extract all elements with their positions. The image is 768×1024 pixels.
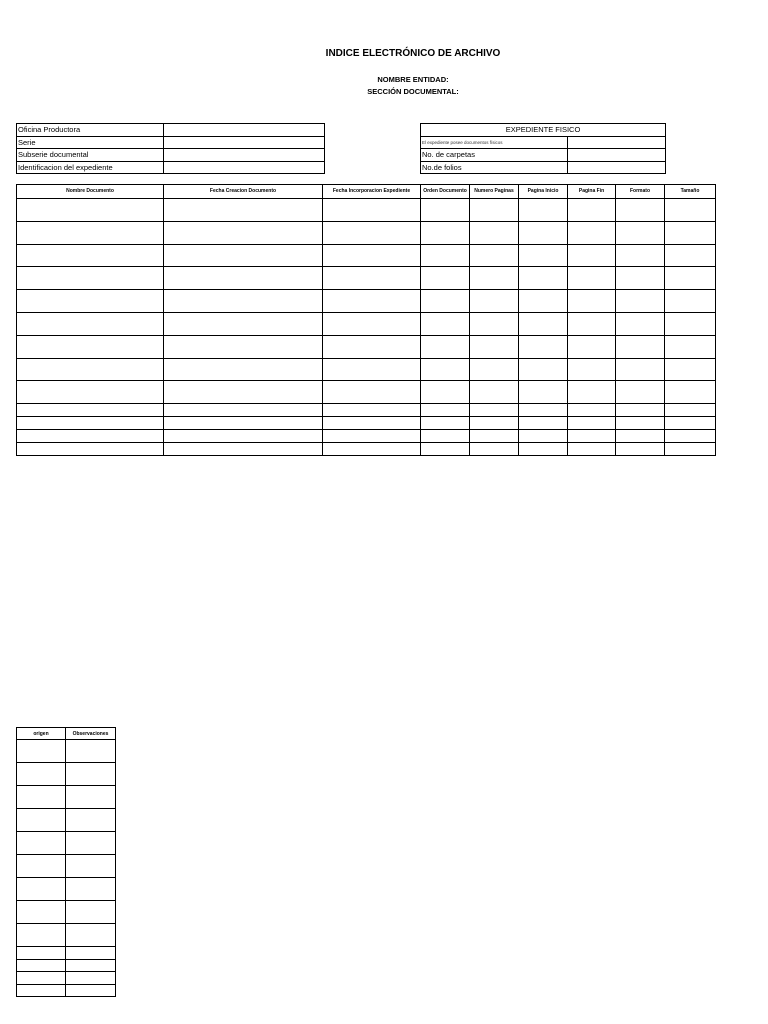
table-cell[interactable] — [616, 221, 665, 244]
table-cell[interactable] — [568, 358, 616, 381]
table-cell[interactable] — [164, 381, 323, 404]
table-row — [17, 878, 116, 901]
table-row — [17, 984, 116, 997]
table-cell[interactable] — [17, 404, 164, 417]
table-cell[interactable] — [17, 984, 66, 997]
table-cell[interactable] — [421, 358, 470, 381]
table-cell[interactable] — [164, 221, 323, 244]
table-cell[interactable] — [421, 312, 470, 335]
table-cell[interactable] — [519, 290, 568, 313]
table-cell[interactable] — [665, 199, 716, 222]
table-row — [17, 417, 716, 430]
table-cell[interactable] — [66, 901, 116, 924]
table-cell[interactable] — [470, 381, 519, 404]
table-cell[interactable] — [323, 443, 421, 456]
table-cell[interactable] — [470, 221, 519, 244]
table-cell[interactable] — [323, 430, 421, 443]
table-cell[interactable] — [66, 878, 116, 901]
table-cell[interactable] — [616, 443, 665, 456]
table-cell[interactable] — [616, 267, 665, 290]
table-cell[interactable] — [519, 312, 568, 335]
table-cell[interactable] — [421, 221, 470, 244]
table-row — [17, 267, 716, 290]
table-cell[interactable] — [66, 947, 116, 960]
table-cell[interactable] — [616, 381, 665, 404]
info-row-series — [17, 136, 325, 149]
table-cell[interactable] — [323, 335, 421, 358]
table-row — [17, 924, 116, 947]
table-cell[interactable] — [616, 430, 665, 443]
table-cell[interactable] — [66, 984, 116, 997]
table-cell[interactable] — [568, 430, 616, 443]
table-cell[interactable] — [665, 335, 716, 358]
table-cell[interactable] — [568, 404, 616, 417]
table-cell[interactable] — [323, 199, 421, 222]
physical-file-heading: EXPEDIENTE FISICO — [421, 124, 666, 137]
table-cell[interactable] — [323, 244, 421, 267]
table-cell[interactable] — [421, 244, 470, 267]
table-cell[interactable] — [568, 221, 616, 244]
table-cell[interactable] — [17, 901, 66, 924]
table-cell[interactable] — [665, 381, 716, 404]
table-cell[interactable] — [616, 244, 665, 267]
table-cell[interactable] — [665, 267, 716, 290]
table-cell[interactable] — [164, 404, 323, 417]
column-header: Fecha Incorporacion Expediente — [323, 185, 421, 199]
table-cell[interactable] — [17, 832, 66, 855]
table-cell[interactable] — [17, 221, 164, 244]
table-cell[interactable] — [519, 358, 568, 381]
table-cell[interactable] — [17, 740, 66, 763]
table-cell[interactable] — [17, 959, 66, 972]
table-row — [17, 740, 116, 763]
table-cell[interactable] — [421, 404, 470, 417]
physical-file-table — [420, 123, 666, 174]
table-cell[interactable] — [470, 443, 519, 456]
table-cell[interactable] — [66, 972, 116, 985]
table-cell[interactable] — [323, 267, 421, 290]
table-cell[interactable] — [164, 290, 323, 313]
table-cell[interactable] — [616, 358, 665, 381]
info-label: No. de carpetas — [421, 149, 568, 162]
table-cell[interactable] — [568, 312, 616, 335]
table-cell[interactable] — [616, 417, 665, 430]
table-cell[interactable] — [568, 244, 616, 267]
table-cell[interactable] — [519, 430, 568, 443]
info-value-cell[interactable] — [164, 161, 325, 174]
table-cell[interactable] — [323, 381, 421, 404]
table-cell[interactable] — [519, 221, 568, 244]
table-cell[interactable] — [470, 312, 519, 335]
table-cell[interactable] — [17, 430, 164, 443]
table-row — [17, 443, 716, 456]
table-cell[interactable] — [519, 199, 568, 222]
table-cell[interactable] — [665, 443, 716, 456]
table-cell[interactable] — [323, 312, 421, 335]
table-cell[interactable] — [616, 404, 665, 417]
document-index-table — [16, 184, 716, 456]
info-label: Oficina Productora — [17, 124, 164, 137]
table-cell[interactable] — [519, 443, 568, 456]
table-cell[interactable] — [17, 878, 66, 901]
table-cell[interactable] — [665, 358, 716, 381]
table-cell[interactable] — [665, 404, 716, 417]
table-cell[interactable] — [17, 855, 66, 878]
table-cell[interactable] — [17, 417, 164, 430]
table-cell[interactable] — [568, 443, 616, 456]
table-cell[interactable] — [323, 221, 421, 244]
table-cell[interactable] — [519, 417, 568, 430]
table-cell[interactable] — [470, 417, 519, 430]
column-header: Pagina Inicio — [519, 185, 568, 199]
table-row — [17, 855, 116, 878]
table-cell[interactable] — [519, 335, 568, 358]
table-cell[interactable] — [164, 443, 323, 456]
table-cell[interactable] — [519, 381, 568, 404]
table-cell[interactable] — [568, 417, 616, 430]
table-cell[interactable] — [616, 199, 665, 222]
info-row-has-physical — [421, 136, 666, 149]
column-header: Tamaño — [665, 185, 716, 199]
table-cell[interactable] — [17, 199, 164, 222]
table-cell[interactable] — [665, 430, 716, 443]
info-label: Identificacion del expediente — [17, 161, 164, 174]
info-label: El expediente posee documentos físicos — [421, 136, 568, 149]
table-cell[interactable] — [470, 267, 519, 290]
table-cell[interactable] — [17, 381, 164, 404]
table-cell[interactable] — [17, 786, 66, 809]
table-cell[interactable] — [470, 290, 519, 313]
info-label: Serie — [17, 136, 164, 149]
table-row — [17, 244, 716, 267]
table-cell[interactable] — [568, 267, 616, 290]
table-cell[interactable] — [66, 855, 116, 878]
table-header-row — [17, 728, 116, 740]
column-header: Orden Documento — [421, 185, 470, 199]
file-info-table — [16, 123, 325, 174]
table-row — [17, 335, 716, 358]
table-cell[interactable] — [421, 443, 470, 456]
table-cell[interactable] — [17, 335, 164, 358]
table-cell[interactable] — [470, 404, 519, 417]
table-row — [17, 947, 116, 960]
table-header-row — [17, 185, 716, 199]
table-row — [17, 832, 116, 855]
table-cell[interactable] — [568, 199, 616, 222]
column-header: Formato — [616, 185, 665, 199]
table-cell[interactable] — [568, 335, 616, 358]
table-cell[interactable] — [421, 335, 470, 358]
table-cell[interactable] — [665, 221, 716, 244]
entity-name-label: NOMBRE ENTIDAD: — [377, 75, 449, 84]
table-cell[interactable] — [164, 312, 323, 335]
table-cell[interactable] — [17, 924, 66, 947]
table-cell[interactable] — [616, 335, 665, 358]
table-cell[interactable] — [470, 358, 519, 381]
table-cell[interactable] — [323, 404, 421, 417]
column-header: origen — [17, 728, 66, 740]
info-row-folios — [421, 161, 666, 174]
column-header: Fecha Creacion Documento — [164, 185, 323, 199]
table-cell[interactable] — [164, 335, 323, 358]
page-title: INDICE ELECTRÓNICO DE ARCHIVO — [325, 48, 501, 59]
table-cell[interactable] — [519, 267, 568, 290]
info-label: No.de folios — [421, 161, 568, 174]
table-cell[interactable] — [164, 199, 323, 222]
table-cell[interactable] — [66, 763, 116, 786]
table-cell[interactable] — [66, 740, 116, 763]
table-cell[interactable] — [164, 267, 323, 290]
table-cell[interactable] — [17, 267, 164, 290]
info-row-producing-office — [17, 124, 325, 137]
observations-table — [16, 727, 116, 997]
table-cell[interactable] — [66, 924, 116, 947]
table-cell[interactable] — [665, 417, 716, 430]
column-header: Pagina Fin — [568, 185, 616, 199]
table-cell[interactable] — [164, 358, 323, 381]
table-cell[interactable] — [421, 267, 470, 290]
table-cell[interactable] — [164, 417, 323, 430]
table-cell[interactable] — [665, 312, 716, 335]
info-label: Subserie documental — [17, 149, 164, 162]
info-row-folders — [421, 149, 666, 162]
table-cell[interactable] — [519, 244, 568, 267]
table-cell[interactable] — [164, 244, 323, 267]
table-row — [17, 221, 716, 244]
column-header: Observaciones — [66, 728, 116, 740]
info-value-cell[interactable] — [568, 149, 666, 162]
table-cell[interactable] — [421, 381, 470, 404]
table-row — [17, 901, 116, 924]
documentary-section-label: SECCIÓN DOCUMENTAL: — [367, 87, 459, 96]
table-row — [17, 763, 116, 786]
column-header: Nombre Documento — [17, 185, 164, 199]
table-cell[interactable] — [66, 832, 116, 855]
table-row — [17, 786, 116, 809]
table-cell[interactable] — [323, 290, 421, 313]
table-cell[interactable] — [421, 290, 470, 313]
table-row — [17, 290, 716, 313]
table-cell[interactable] — [568, 381, 616, 404]
table-cell[interactable] — [421, 430, 470, 443]
table-cell[interactable] — [17, 809, 66, 832]
info-value-cell[interactable] — [164, 136, 325, 149]
table-cell[interactable] — [17, 244, 164, 267]
table-row — [17, 199, 716, 222]
table-cell[interactable] — [421, 199, 470, 222]
table-cell[interactable] — [17, 290, 164, 313]
table-cell[interactable] — [665, 290, 716, 313]
table-row — [17, 358, 716, 381]
table-cell[interactable] — [470, 430, 519, 443]
info-value-cell[interactable] — [164, 149, 325, 162]
table-cell[interactable] — [665, 244, 716, 267]
table-cell[interactable] — [323, 417, 421, 430]
table-cell[interactable] — [421, 417, 470, 430]
table-cell[interactable] — [323, 358, 421, 381]
table-row — [17, 809, 116, 832]
table-cell[interactable] — [17, 947, 66, 960]
column-header: Numero Paginas — [470, 185, 519, 199]
table-cell[interactable] — [66, 809, 116, 832]
table-cell[interactable] — [470, 244, 519, 267]
table-row — [17, 381, 716, 404]
info-row-file-id — [17, 161, 325, 174]
table-row — [17, 972, 116, 985]
table-cell[interactable] — [17, 443, 164, 456]
table-cell[interactable] — [470, 335, 519, 358]
table-cell[interactable] — [164, 430, 323, 443]
info-value-cell[interactable] — [164, 124, 325, 137]
table-cell[interactable] — [568, 290, 616, 313]
table-cell[interactable] — [17, 763, 66, 786]
table-row — [17, 312, 716, 335]
info-row-subseries — [17, 149, 325, 162]
table-cell[interactable] — [66, 959, 116, 972]
table-cell[interactable] — [17, 358, 164, 381]
table-cell[interactable] — [470, 199, 519, 222]
table-cell[interactable] — [519, 404, 568, 417]
table-cell[interactable] — [616, 290, 665, 313]
table-row — [17, 404, 716, 417]
table-cell[interactable] — [616, 312, 665, 335]
table-row — [17, 959, 116, 972]
table-cell[interactable] — [66, 786, 116, 809]
table-cell[interactable] — [17, 972, 66, 985]
info-value-cell[interactable] — [568, 136, 666, 149]
table-row — [17, 430, 716, 443]
table-cell[interactable] — [17, 312, 164, 335]
info-value-cell[interactable] — [568, 161, 666, 174]
